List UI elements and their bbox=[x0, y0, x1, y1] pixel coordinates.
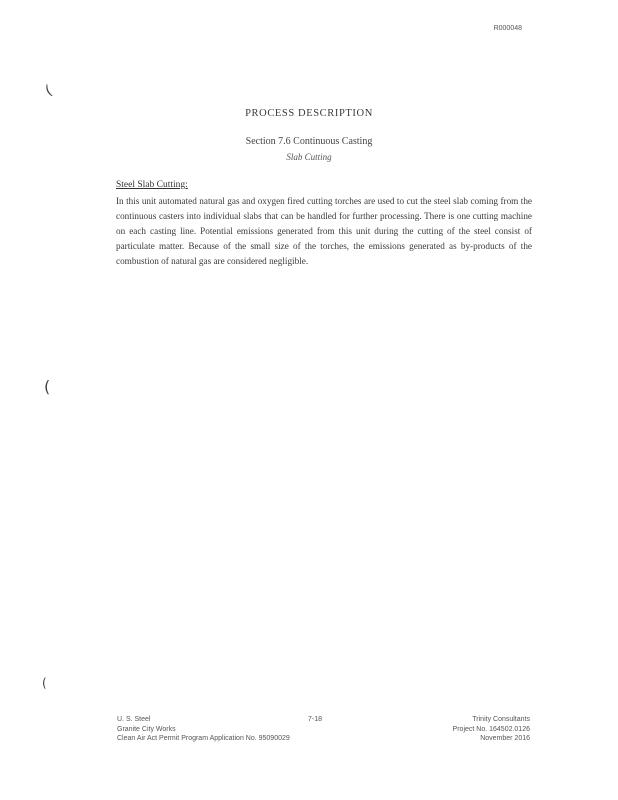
footer-application: Clean Air Act Permit Program Application No. 95090029 bbox=[117, 735, 290, 742]
scan-artifact-mark-bottom: ( bbox=[42, 676, 47, 690]
footer-page-number: 7-18 bbox=[307, 716, 322, 723]
footer-right bbox=[370, 715, 530, 744]
footer-left bbox=[117, 715, 317, 744]
footer-project-number: Project No. 164502.0126 bbox=[452, 725, 530, 733]
scan-artifact-mark-middle: ( bbox=[44, 377, 51, 396]
footer-date: November 2016 bbox=[480, 735, 530, 742]
document-title: PROCESS DESCRIPTION bbox=[245, 108, 373, 119]
footer-consultant: Trinity Consultants bbox=[472, 716, 530, 723]
scan-artifact-mark-top: ( bbox=[42, 82, 55, 100]
body-paragraph: In this unit automated natural gas and oxygen fired cutting torches are used to cut the steel slab coming from the continuous casters into individual slabs that can be handled for further processing. There is one cutting machine on each casting line. Potential emissions generated from this unit during the cutting of the steel consist of particulate matter. Because of the small size of the torches, the emissions generated as by-products of the combustion of natural gas are considered negligible. bbox=[116, 196, 532, 267]
footer-facility: Granite City Works bbox=[117, 725, 176, 733]
page-id: R000048 bbox=[493, 25, 522, 32]
footer-company: U. S. Steel bbox=[117, 716, 151, 723]
section-subtitle: Slab Cutting bbox=[286, 152, 332, 162]
section-title: Section 7.6 Continuous Casting bbox=[245, 136, 373, 147]
section-heading: Steel Slab Cutting: bbox=[116, 180, 188, 190]
